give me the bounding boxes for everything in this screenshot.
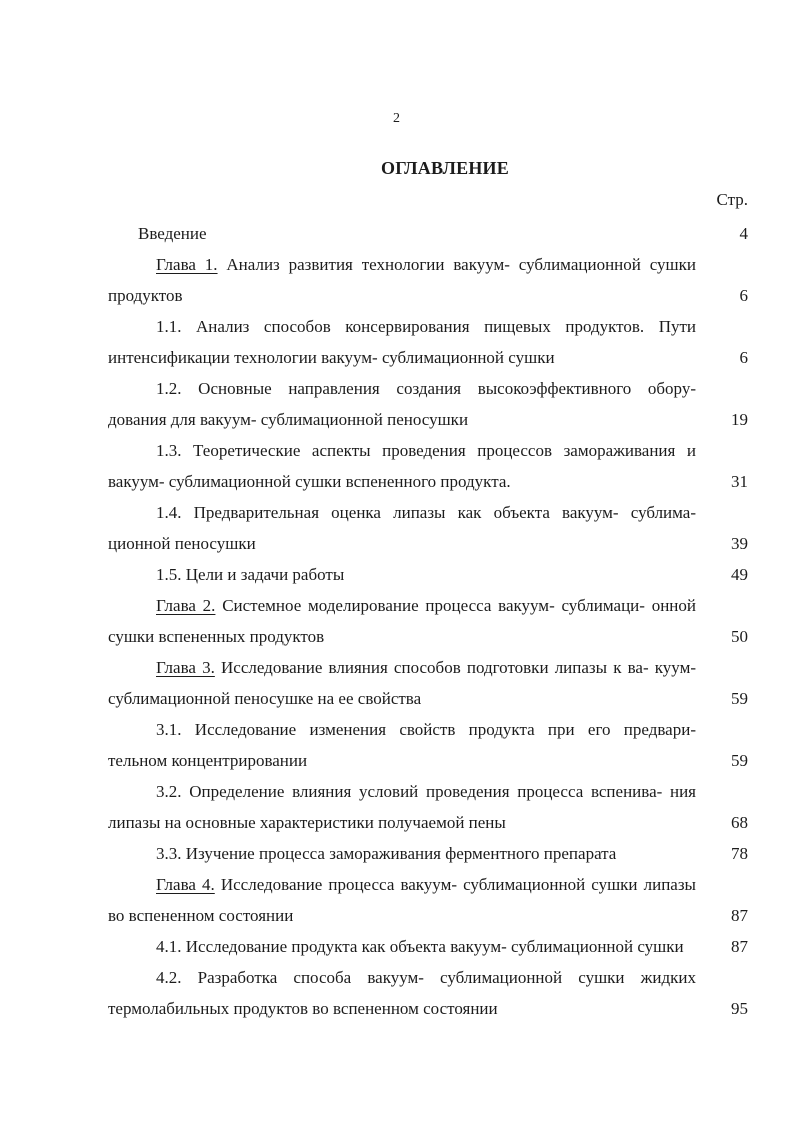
- toc-entry-text: [108, 931, 696, 962]
- chapter-prefix: Глава 1.: [156, 255, 218, 274]
- toc-entry-label: 4.2. Разработка способа вакуум- сублимационной сушки жидких термолабильных продуктов во вспененном состоянии: [108, 968, 696, 1018]
- toc-entry-text: [108, 652, 696, 714]
- toc-entry: [108, 373, 748, 435]
- toc-entry-label: 1.5. Цели и задачи работы: [156, 565, 345, 584]
- toc-entry-page: 87: [731, 906, 748, 925]
- toc-entry-page: 49: [731, 565, 748, 584]
- toc-entry-page: 87: [731, 937, 748, 956]
- toc-entry: [108, 838, 748, 869]
- toc-entry-text: [108, 373, 696, 435]
- chapter-prefix: Глава 4.: [156, 875, 215, 894]
- table-of-contents: [108, 218, 748, 1024]
- toc-entry-label: Анализ развития технологии вакуум- сублимационной сушки продуктов: [108, 255, 696, 305]
- toc-entry-text: [108, 714, 696, 776]
- chapter-prefix: Глава 2.: [156, 596, 216, 615]
- toc-entry-page: 68: [731, 813, 748, 832]
- toc-entry-page: 59: [731, 689, 748, 708]
- toc-entry-text: [108, 776, 696, 838]
- toc-entry: [108, 590, 748, 652]
- toc-entry-page: 19: [731, 410, 748, 429]
- chapter-prefix: Глава 3.: [156, 658, 215, 677]
- toc-entry-page: 78: [731, 844, 748, 863]
- toc-entry: [108, 311, 748, 373]
- toc-entry-label: 1.4. Предварительная оценка липазы как объекта вакуум- сублима- ционной пеносушки: [108, 503, 696, 553]
- toc-entry-text: [108, 590, 696, 652]
- toc-entry-page: 39: [731, 534, 748, 553]
- toc-entry: [108, 962, 748, 1024]
- toc-entry-label: 1.1. Анализ способов консервирования пищевых продуктов. Пути интенсификации технологии вакуум- сублимационной сушки: [108, 317, 696, 367]
- toc-entry-page: 59: [731, 751, 748, 770]
- toc-entry: [108, 931, 748, 962]
- toc-entry-text: [108, 497, 696, 559]
- toc-entry-page: 31: [731, 472, 748, 491]
- toc-entry: [108, 497, 748, 559]
- toc-entry-page: 6: [739, 348, 748, 367]
- toc-entry-text: [108, 435, 696, 497]
- page-title: ОГЛАВЛЕНИЕ: [381, 158, 509, 178]
- toc-entry-label: Системное моделирование процесса вакуум- сублимаци- онной сушки вспененных продуктов: [108, 596, 696, 646]
- toc-entry: [108, 249, 748, 311]
- toc-entry-text: [108, 249, 696, 311]
- toc-entry: [108, 869, 748, 931]
- toc-entry-label: 3.2. Определение влияния условий проведения процесса вспенива- ния липазы на основные характеристики получаемой пены: [108, 782, 696, 832]
- toc-entry: [108, 652, 748, 714]
- toc-entry-text: [108, 869, 696, 931]
- page-number: 2: [393, 111, 400, 126]
- pages-column-header: Стр.: [716, 190, 748, 209]
- toc-entry-label: Исследование влияния способов подготовки липазы к ва- куум- сублимационной пеносушке на ее свойства: [108, 658, 696, 708]
- toc-entry-text: [108, 311, 696, 373]
- toc-entry-text: [108, 962, 696, 1024]
- toc-entry: [108, 559, 748, 590]
- toc-entry-label: 4.1. Исследование продукта как объекта вакуум- сублимационной сушки: [156, 937, 684, 956]
- toc-entry-page: 4: [739, 224, 748, 243]
- toc-entry-text: [108, 559, 696, 590]
- toc-entry-label: Введение: [138, 224, 207, 243]
- toc-entry: [108, 776, 748, 838]
- toc-entry: [108, 714, 748, 776]
- toc-entry-text: [108, 218, 696, 249]
- toc-entry-label: 1.2. Основные направления создания высокоэффективного обору- дования для вакуум- сублимационной пеносушки: [108, 379, 696, 429]
- toc-entry-page: 50: [731, 627, 748, 646]
- toc-entry-text: [108, 838, 696, 869]
- toc-entry: [108, 218, 748, 249]
- toc-entry-page: 95: [731, 999, 748, 1018]
- toc-entry-label: 3.1. Исследование изменения свойств продукта при его предвари- тельном концентрировании: [108, 720, 696, 770]
- toc-entry-label: 3.3. Изучение процесса замораживания ферментного препарата: [156, 844, 617, 863]
- toc-entry-page: 6: [739, 286, 748, 305]
- toc-entry-label: Исследование процесса вакуум- сублимационной сушки липазы во вспененном состоянии: [108, 875, 696, 925]
- toc-entry-label: 1.3. Теоретические аспекты проведения процессов замораживания и вакуум- сублимационной сушки вспененного продукта.: [108, 441, 696, 491]
- toc-entry: [108, 435, 748, 497]
